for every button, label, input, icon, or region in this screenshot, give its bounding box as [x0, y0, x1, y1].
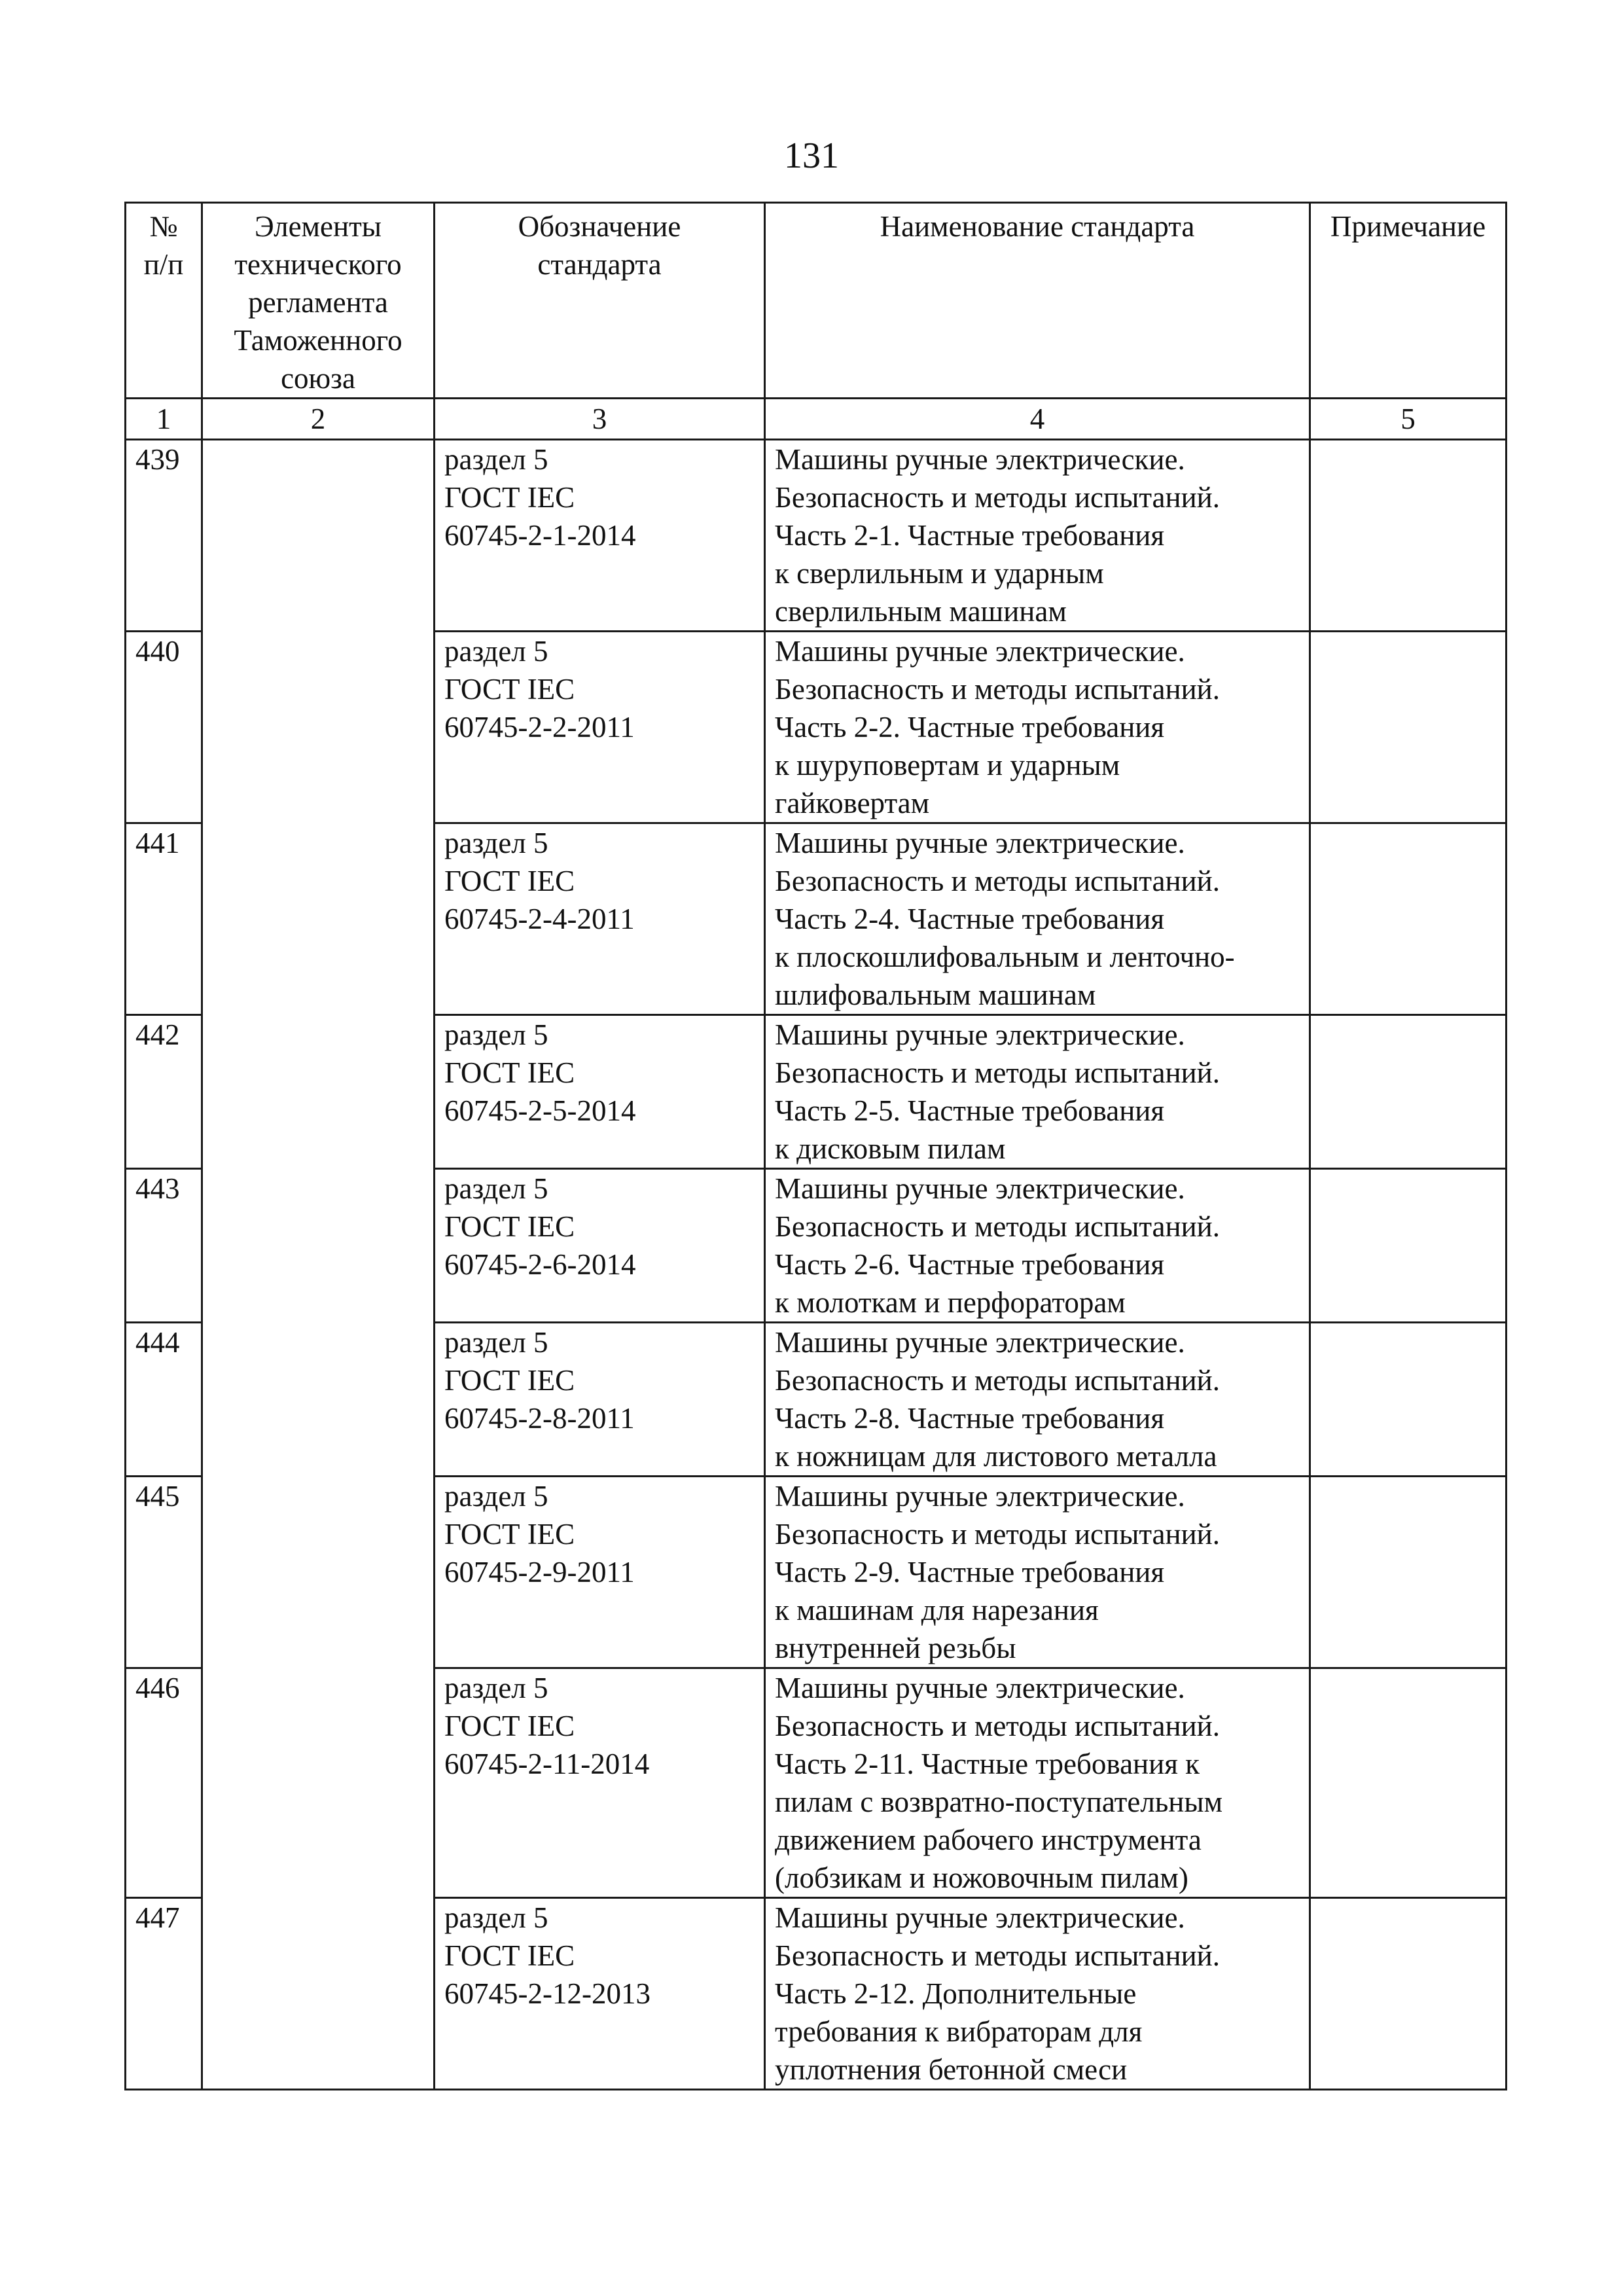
row-number: 442: [126, 1015, 202, 1169]
standard-name: Машины ручные электрические. Безопасность и методы испытаний. Часть 2-8. Частные требования к ножницам для листового металла: [765, 1323, 1310, 1477]
standard-name: Машины ручные электрические. Безопасность и методы испытаний. Часть 2-12. Дополнительные требования к вибраторам для уплотнения бетонной смеси: [765, 1898, 1310, 2090]
standard-name: Машины ручные электрические. Безопасность и методы испытаний. Часть 2-9. Частные требования к машинам для нарезания внутренней резьбы: [765, 1477, 1310, 1668]
column-number: 3: [435, 399, 765, 440]
header-number: № п/п: [126, 203, 202, 399]
column-number: 4: [765, 399, 1310, 440]
row-number: 439: [126, 440, 202, 632]
standard-designation: раздел 5 ГОСТ IEC 60745-2-1-2014: [435, 440, 765, 632]
standard-name: Машины ручные электрические. Безопасность и методы испытаний. Часть 2-11. Частные требования к пилам с возвратно-поступательным движением рабочего инструмента (лобзикам и ножовочным пилам): [765, 1668, 1310, 1898]
column-number: 1: [126, 399, 202, 440]
column-number-row: [126, 399, 1507, 440]
note-cell: [1310, 1323, 1507, 1477]
header-note: Примечание: [1310, 203, 1507, 399]
note-cell: [1310, 823, 1507, 1015]
standard-designation: раздел 5 ГОСТ IEC 60745-2-4-2011: [435, 823, 765, 1015]
row-number: 446: [126, 1668, 202, 1898]
standard-name: Машины ручные электрические. Безопасность и методы испытаний. Часть 2-5. Частные требования к дисковым пилам: [765, 1015, 1310, 1169]
table-row: [126, 440, 1507, 632]
row-number: 444: [126, 1323, 202, 1477]
table-header-row: [126, 203, 1507, 399]
header-regulation-elements: Элементы технического регламента Таможенного союза: [202, 203, 435, 399]
note-cell: [1310, 440, 1507, 632]
row-number: 440: [126, 632, 202, 823]
row-number: 443: [126, 1169, 202, 1323]
column-number: 2: [202, 399, 435, 440]
standard-name: Машины ручные электрические. Безопасность и методы испытаний. Часть 2-1. Частные требования к сверлильным и ударным сверлильным машинам: [765, 440, 1310, 632]
standard-designation: раздел 5 ГОСТ IEC 60745-2-9-2011: [435, 1477, 765, 1668]
standard-designation: раздел 5 ГОСТ IEC 60745-2-11-2014: [435, 1668, 765, 1898]
standard-name: Машины ручные электрические. Безопасность и методы испытаний. Часть 2-2. Частные требования к шуруповертам и ударным гайковертам: [765, 632, 1310, 823]
note-cell: [1310, 1169, 1507, 1323]
note-cell: [1310, 1668, 1507, 1898]
note-cell: [1310, 1898, 1507, 2090]
header-standard-designation: Обозначение стандарта: [435, 203, 765, 399]
standard-name: Машины ручные электрические. Безопасность и методы испытаний. Часть 2-4. Частные требования к плоскошлифовальным и ленточно- шлифовальным машинам: [765, 823, 1310, 1015]
row-number: 441: [126, 823, 202, 1015]
standard-designation: раздел 5 ГОСТ IEC 60745-2-12-2013: [435, 1898, 765, 2090]
note-cell: [1310, 1477, 1507, 1668]
header-standard-name: Наименование стандарта: [765, 203, 1310, 399]
standard-name: Машины ручные электрические. Безопасность и методы испытаний. Часть 2-6. Частные требования к молоткам и перфораторам: [765, 1169, 1310, 1323]
standard-designation: раздел 5 ГОСТ IEC 60745-2-5-2014: [435, 1015, 765, 1169]
page-number: 131: [784, 135, 839, 176]
standards-table: [124, 202, 1507, 2090]
regulation-elements-cell: [202, 440, 435, 2090]
column-number: 5: [1310, 399, 1507, 440]
note-cell: [1310, 632, 1507, 823]
row-number: 445: [126, 1477, 202, 1668]
standard-designation: раздел 5 ГОСТ IEC 60745-2-6-2014: [435, 1169, 765, 1323]
row-number: 447: [126, 1898, 202, 2090]
standard-designation: раздел 5 ГОСТ IEC 60745-2-2-2011: [435, 632, 765, 823]
note-cell: [1310, 1015, 1507, 1169]
standard-designation: раздел 5 ГОСТ IEC 60745-2-8-2011: [435, 1323, 765, 1477]
